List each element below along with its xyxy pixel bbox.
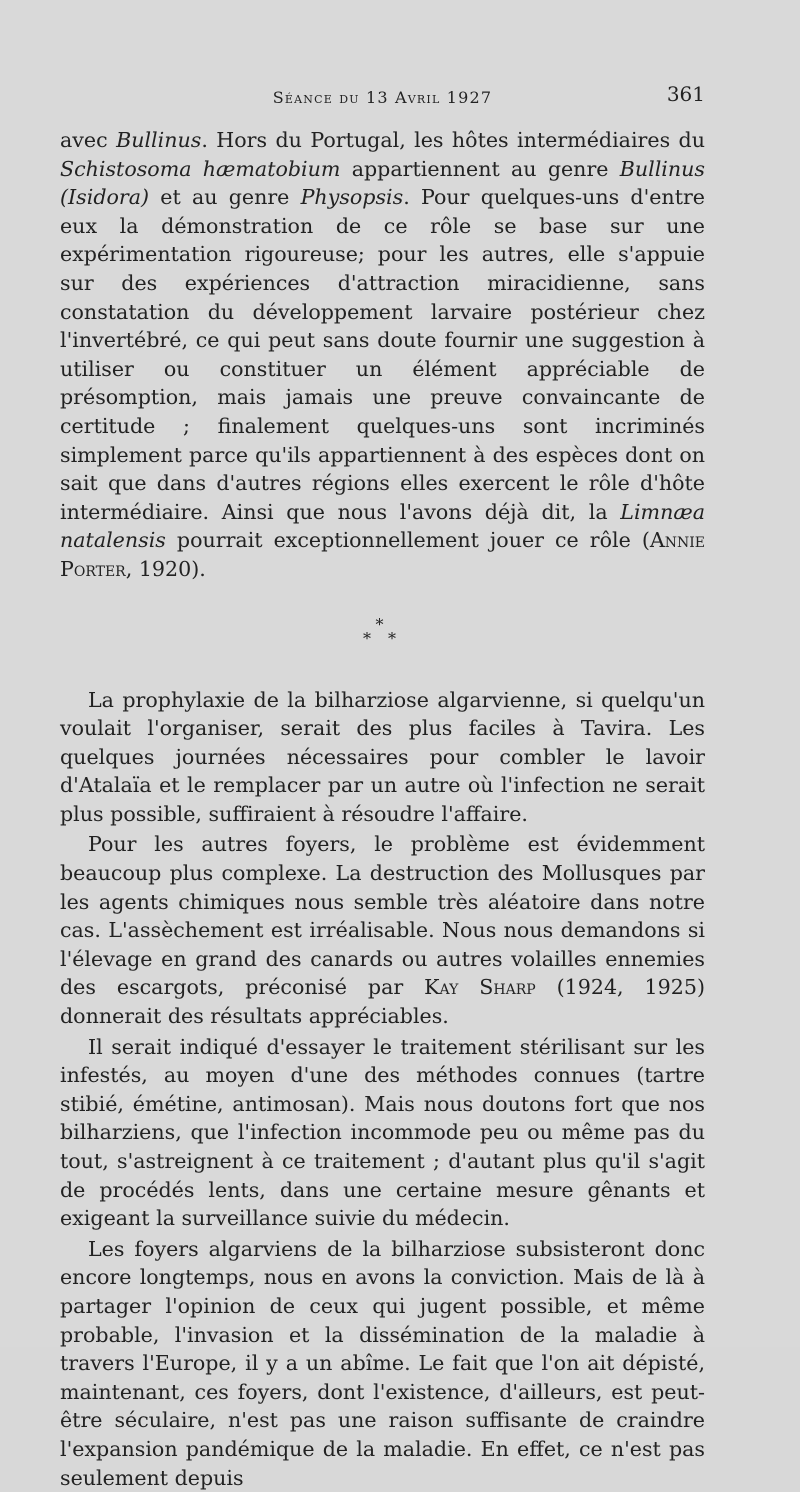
paragraph-1 bbox=[60, 126, 705, 584]
p1-italic-schistosoma: Schistosoma hæmatobium bbox=[60, 156, 341, 181]
paragraph-4: Il serait indiqué d'essayer le traitement stérilisant sur les infestés, au moyen d'une des méthodes connues (tartre stibié, émétine, antimosan). Mais nous doutons fort que nos bilharziens, que l'infection incommode peu ou même pas du tout, s'astreignent à ce traitement ; d'autant plus qu'il s'agit de procédés lents, dans une certaine mesure gênants et exigeant la surveillance suivie du médecin. bbox=[60, 1034, 705, 1231]
page-number: 361 bbox=[666, 82, 705, 106]
p1-text-d: et au genre bbox=[149, 185, 301, 210]
section-separator bbox=[60, 614, 705, 648]
body-text bbox=[60, 126, 705, 1492]
paragraph-3 bbox=[60, 830, 705, 1030]
separator-bottom-asterisks: * * bbox=[362, 628, 403, 648]
p1-text-b: . Hors du Portugal, les hôtes intermédiaires du bbox=[201, 128, 705, 152]
p1-text-c: appartiennent au genre bbox=[340, 156, 620, 181]
p1-text-e: . Pour quelques-uns d'entre eux la démonstration de ce rôle se base sur une expérimentation rigoureuse; pour les autres, elle s'appuie sur des expériences d'attraction miracidienne, sans constatation du développement larvaire postérieur chez l'invertébré, ce qui peut sans doute fournir une suggestion à utiliser ou constituer un élément appréciable de présomption, mais jamais une preuve convaincante de certitude ; finalement quelques-uns sont incriminés simplement parce qu'ils appartiennent à des espèces dont on sait que dans d'autres régions elles exercent le rôle d'hôte intermédiaire. Ainsi que nous l'avons déjà dit, la bbox=[60, 185, 705, 524]
p3-author-kay-sharp: Kay Sharp bbox=[424, 975, 536, 1000]
paragraph-2: La prophylaxie de la bilharziose algarvienne, si quelqu'un voulait l'organiser, serait des plus faciles à Tavira. Les quelques journées nécessaires pour combler le lavoir d'Atalaïa et le remplacer par un autre où l'infection ne serait plus possible, suffiraient à résoudre l'affaire. bbox=[60, 687, 705, 826]
p1-italic-limnaea: Limnæa natalensis bbox=[60, 499, 705, 553]
p3-text-b: (1924, 1925) donnerait des résultats appréciables. bbox=[60, 975, 705, 1029]
separator-top-asterisk: * bbox=[375, 614, 390, 634]
paragraph-5: Les foyers algarviens de la bilharziose subsisteront donc encore longtemps, nous en avons la conviction. Mais de là à partager l'opinion de ceux qui jugent possible, et même probable, l'invasion et la dissémination de la maladie à travers l'Europe, il y a un abîme. Le fait que l'on ait dépisté, maintenant, ces foyers, dont l'existence, d'ailleurs, est peut-être séculaire, n'est pas une raison suffisante de craindre l'expansion pandémique de la maladie. En effet, ce n'est pas seulement depuis bbox=[60, 1236, 705, 1490]
page-header bbox=[60, 78, 705, 108]
p1-text-f: pourrait exceptionnellement jouer ce rôle ( bbox=[165, 528, 650, 553]
p1-author-porter: Annie Porter bbox=[60, 528, 705, 581]
p1-italic-bullinus: Bullinus bbox=[116, 128, 202, 152]
p1-text-g: , 1920). bbox=[125, 556, 206, 581]
p3-text-a: Pour les autres foyers, le problème est évidemment beaucoup plus complexe. La destruction des Mollusques par les agents chimiques nous semble très aléatoire dans notre cas. L'assèchement est irréalisable. Nous nous demandons si l'élevage en grand des canards ou autres volailles ennemies des escargots, préconisé par bbox=[60, 832, 705, 1000]
running-head: Séance du 13 Avril 1927 bbox=[272, 88, 493, 107]
p1-italic-physopsis: Physopsis bbox=[300, 185, 404, 210]
p1-italic-bullinus-isidora: Bullinus (Isidora) bbox=[60, 156, 705, 210]
p1-text-a: avec bbox=[60, 128, 117, 152]
